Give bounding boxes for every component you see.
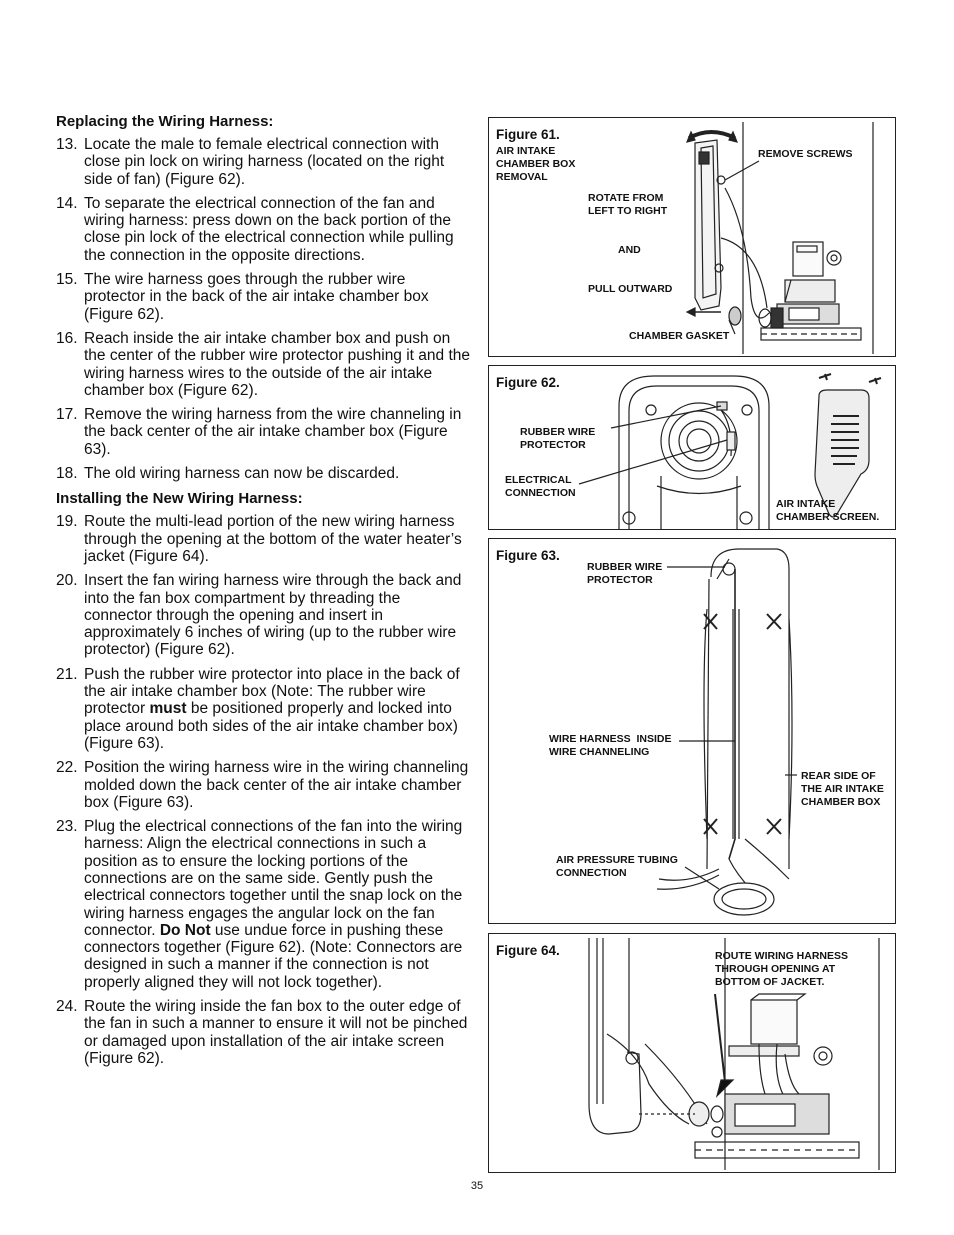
fig61-caption: AIR INTAKE CHAMBER BOX REMOVAL: [496, 145, 576, 183]
figure-63-illustration: [489, 539, 896, 924]
installing-steps: [56, 513, 470, 1067]
fig63-rubber-wire-protector-label: RUBBER WIRE PROTECTOR: [587, 561, 663, 586]
step-16: 16. Reach inside the air intake chamber box and push on the center of the rubber wire protector pushing it and the wiring harness wires to the outside of the air intake chamber box (Figure 62).: [56, 329, 471, 399]
fig62-rubber-wire-protector-label: RUBBER WIRE PROTECTOR: [520, 426, 596, 451]
figure-62: [488, 365, 896, 530]
figure-61-title: Figure 61.: [496, 127, 560, 142]
step-17: 17. Remove the wiring harness from the wire channeling in the back center of the air intake chamber box (Figure 63).: [56, 406, 462, 458]
step-13: 13. Locate the male to female electrical connection with close pin lock on wiring harness (located on the right side of fan) (Figure 62).: [56, 136, 445, 188]
step-18: 18. The old wiring harness can now be discarded.: [56, 465, 400, 483]
step-22: 22. Position the wiring harness wire in the wiring channeling molded down the back center of the air intake chamber box (Figure 63).: [56, 759, 469, 811]
step-14: 14. To separate the electrical connection of the fan and wiring harness: press down on the back portion of the close pin lock of the electrical connection while pulling the connection in the opposite directions.: [56, 194, 454, 264]
step-24: 24. Route the wiring inside the fan box to the outer edge of the fan in such a manner to ensure it will not be pinched or damaged upon installation of the air intake screen (Figure 62).: [56, 998, 468, 1067]
replacing-heading: Replacing the Wiring Harness:: [56, 113, 274, 130]
figure-63-title: Figure 63.: [496, 548, 560, 563]
fig61-rotate-label: ROTATE FROM LEFT TO RIGHT: [588, 192, 668, 217]
figure-62-title: Figure 62.: [496, 375, 560, 390]
fig63-wire-harness-label: WIRE HARNESS INSIDE WIRE CHANNELING: [549, 733, 672, 758]
figure-64-title: Figure 64.: [496, 943, 560, 958]
fig61-chamber-gasket-label: CHAMBER GASKET: [629, 330, 730, 342]
step-20: 20. Insert the fan wiring harness wire through the back and into the fan box compartment by threading the connector through the opening and insert in approximately 6 inches of wiring (up to the rubber wire protector) (Figure 62).: [56, 572, 462, 659]
fig63-air-pressure-tubing-label: AIR PRESSURE TUBING CONNECTION: [556, 854, 678, 879]
step-19: 19. Route the multi-lead portion of the new wiring harness through the opening at the bottom of the water heater’s jacket (Figure 64).: [56, 513, 462, 565]
fig61-pull-outward-label: PULL OUTWARD: [588, 283, 673, 295]
figure-64: [488, 933, 896, 1173]
replacing-steps: [56, 136, 470, 482]
page-number: 35: [470, 1180, 484, 1192]
installing-heading: Installing the New Wiring Harness:: [56, 490, 303, 508]
step-23: 23. Plug the electrical connections of the fan into the wiring harness: Align the electrical connections in such a position as to ensure the locking portions of the connections are on the same side. Gently push the electrical connectors together until the snap lock on the wiring harness engages the angular lock on the fan connector. Do Not use undue force in pushing these connectors together (Figure 62). (Note: Connectors are designed in such a manner if the connection is not properly aligned they will not lock together).: [56, 818, 463, 991]
fig64-route-wiring-label: ROUTE WIRING HARNESS THROUGH OPENING AT BOTTOM OF JACKET.: [715, 950, 849, 988]
step-21: 21. Push the rubber wire protector into place in the back of the air intake chamber box (Note: The rubber wire protector must be positioned properly and locked into place around both sides of the air intake chamber box) (Figure 63).: [56, 665, 460, 752]
figure-61: [488, 117, 896, 357]
fig63-rear-side-label: REAR SIDE OF THE AIR INTAKE CHAMBER BOX: [801, 770, 884, 808]
step-15: 15. The wire harness goes through the rubber wire protector in the back of the air intake chamber box (Figure 62).: [56, 271, 429, 323]
fig62-air-intake-screen-label: AIR INTAKE CHAMBER SCREEN.: [776, 498, 880, 523]
fig61-and-label: AND: [618, 244, 641, 256]
figure-63: [488, 538, 896, 924]
instructions-column: [56, 112, 470, 1074]
fig61-remove-screws-label: REMOVE SCREWS: [758, 148, 853, 160]
fig62-electrical-connection-label: ELECTRICAL CONNECTION: [505, 474, 576, 499]
